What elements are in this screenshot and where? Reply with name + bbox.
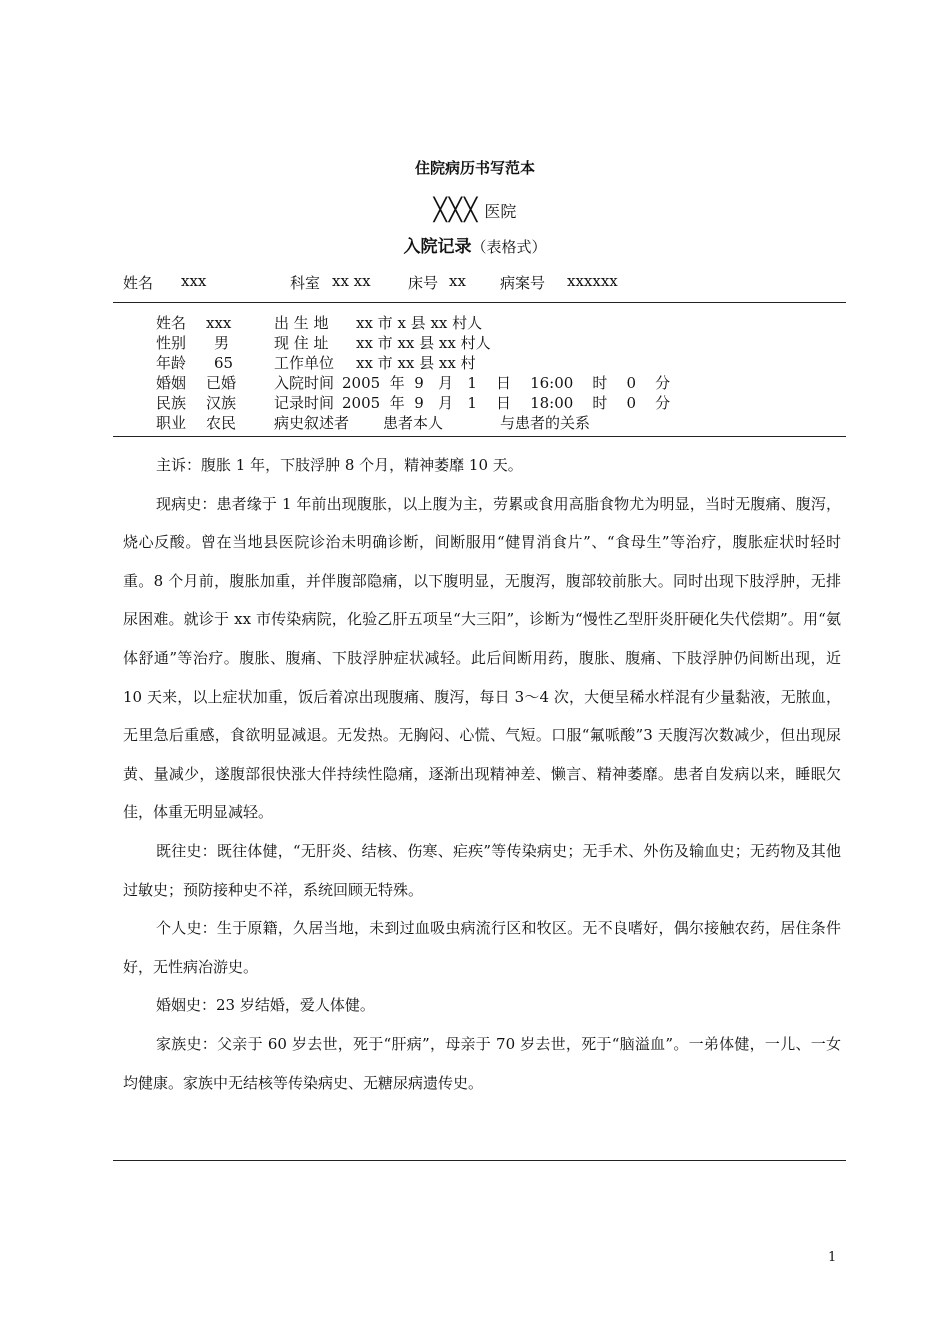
info-label: 年龄: [156, 354, 187, 372]
header-dept-label: 科室: [290, 274, 321, 292]
info-value-2: xx 市 xx 县 xx 村: [356, 354, 476, 372]
document-title: 住院病历书写范本: [414, 159, 535, 177]
info-label: 性别: [156, 334, 187, 352]
header-bed-label: 床号: [408, 274, 439, 292]
info-value: xxx: [206, 314, 232, 332]
chief-complaint: 主诉：腹胀 1 年，下肢浮肿 8 个月，精神萎靡 10 天。: [156, 456, 523, 474]
info-label: 姓名: [156, 314, 187, 332]
hospital-name: [0, 198, 950, 223]
info-label-2: 记录时间: [274, 394, 335, 412]
info-label-2: 工作单位: [274, 354, 335, 372]
past-history: 既往史：既往体健，“无肝炎、结核、伤寒、疟疾”等传染病史；无手术、外伤及输血史；无药物及其他过敏史；预防接种史不祥，系统回顾无特殊。: [123, 841, 841, 899]
record-body: [123, 446, 841, 1102]
hospital-placeholder-marks: ╳╳╳: [433, 198, 480, 223]
info-value-2: xx 市 xx 县 xx 村人: [356, 334, 491, 352]
header-case-label: 病案号: [500, 274, 546, 292]
hospital-label: 医院: [484, 202, 517, 221]
page-number: 1: [828, 1250, 837, 1265]
record-title-sub: （表格式）: [471, 238, 547, 256]
info-label-2: 病史叙述者: [274, 414, 350, 432]
info-value: 已婚: [206, 374, 237, 392]
info-value-2: 2005 年 9 月 1 日 16:00 时 0 分: [342, 374, 671, 392]
header-bed-value: xx: [449, 272, 466, 290]
info-value-2: 2005 年 9 月 1 日 18:00 时 0 分: [342, 394, 671, 412]
marriage-history: 婚姻史：23 岁结婚，爱人体健。: [156, 996, 375, 1015]
top-divider: [113, 302, 846, 303]
info-label: 婚姻: [156, 374, 187, 392]
header-case-value: xxxxxx: [567, 272, 618, 290]
personal-history: 个人史：生于原籍，久居当地，未到过血吸虫病流行区和牧区。无不良嗜好，偶尔接触农药，居住条件好，无性病冶游史。: [123, 919, 841, 976]
info-bottom-divider: [113, 436, 846, 437]
info-label-2: 入院时间: [274, 374, 335, 392]
footer-divider: [113, 1160, 846, 1161]
info-value: 农民: [206, 414, 237, 432]
record-title-main: 入院记录: [403, 237, 472, 257]
info-label-2: 出 生 地: [274, 314, 329, 332]
info-value-2: xx 市 x 县 xx 村人: [356, 314, 483, 332]
info-label: 民族: [156, 394, 187, 412]
header-name-value: xxx: [181, 272, 207, 290]
info-label-3: 与患者的关系: [500, 414, 591, 432]
family-history: 家族史：父亲于 60 岁去世，死于“肝病”，母亲于 70 岁去世，死于“脑溢血”。一弟体健，一儿、一女均健康。家族中无结核等传染病史、无糖尿病遗传史。: [123, 1034, 841, 1092]
header-name-label: 姓名: [123, 274, 154, 292]
info-label: 职业: [156, 414, 187, 432]
info-value: 汉族: [206, 394, 237, 412]
info-value: 65: [214, 354, 234, 372]
record-title: [0, 232, 950, 257]
info-value-2: 患者本人: [383, 414, 444, 432]
info-label-2: 现 住 址: [274, 334, 329, 352]
header-dept-value: xx xx: [332, 272, 371, 290]
info-value: 男: [214, 334, 230, 352]
present-illness: 现病史：患者缘于 1 年前出现腹胀，以上腹为主，劳累或食用高脂食物尤为明显，当时无腹痛、腹泻，烧心反酸。曾在当地县医院诊治未明确诊断，间断服用“健胃消食片”、“食母生”等治疗，腹胀症状时轻时重。8 个月前，腹胀加重，并伴腹部隐痛，以下腹明显，无腹泻，腹部较前胀大。同时出现下肢浮肿，无排尿困难。就诊于 xx 市传染病院，化验乙肝五项呈“大三阳”，诊断为“慢性乙型肝炎肝硬化失代偿期”。用“氨体舒通”等治疗。腹胀、腹痛、下肢浮肿症状减轻。此后间断用药，腹胀、腹痛、下肢浮肿仍间断出现，近 10 天来，以上症状加重，饭后着凉出现腹痛、腹泻，每日 3～4 次，大便呈稀水样混有少量黏液，无脓血，无里急后重感，食欲明显减退。无发热。无胸闷、心慌、气短。口服“氟哌酸”3 天腹泻次数减少，但出现尿黄、量减少，遂腹部很快涨大伴持续性隐痛，逐渐出现精神差、懒言、精神萎靡。患者自发病以来，睡眠欠佳，体重无明显减轻。: [123, 494, 841, 822]
